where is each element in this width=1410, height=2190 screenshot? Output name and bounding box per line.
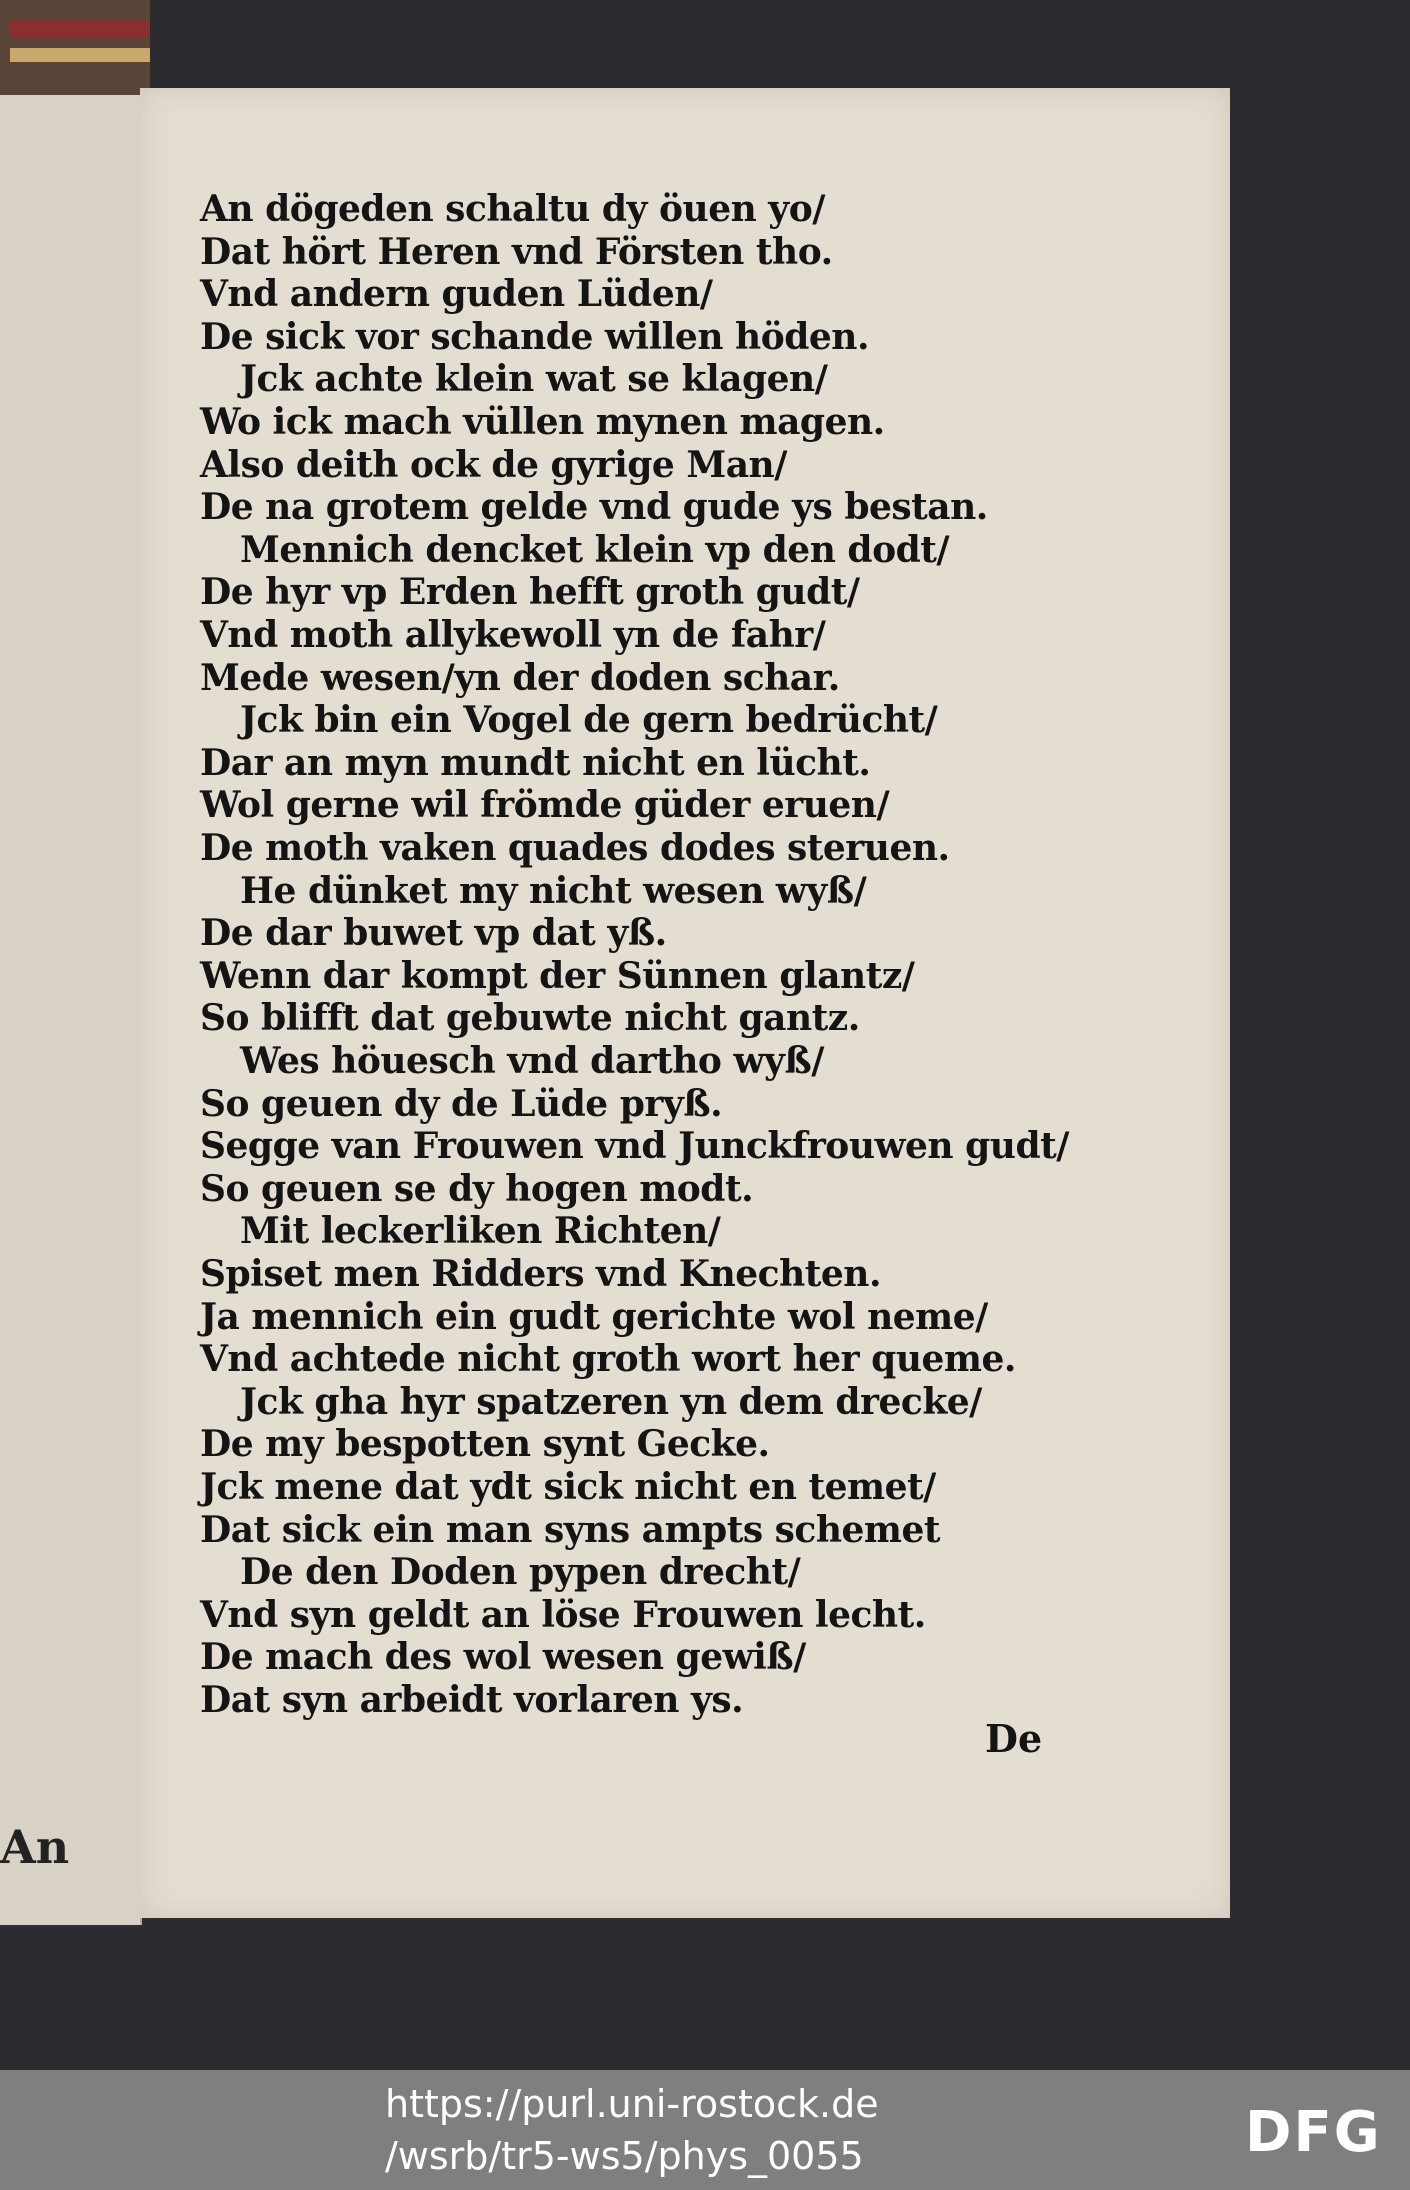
- spine-band: [10, 48, 150, 62]
- verse-line: Dat hört Heren vnd Försten tho.: [200, 230, 833, 273]
- verse-line: So blifft dat gebuwte nicht gantz.: [200, 997, 860, 1040]
- verse-line: Jck bin ein Vogel de gern bedrücht/: [240, 699, 938, 742]
- verse-line: Dar an myn mundt nicht en lücht.: [200, 741, 871, 784]
- verse-line: So geuen dy de Lüde pryß.: [200, 1082, 723, 1125]
- left-page: [0, 95, 142, 1925]
- verse-line: An dögeden schaltu dy öuen yo/: [200, 188, 825, 230]
- verse-line: Jck achte klein wat se klagen/: [240, 358, 828, 401]
- url-line-2[interactable]: /wsrb/tr5-ws5/phys_0055: [385, 2134, 864, 2178]
- verse-line: Mit leckerliken Richten/: [240, 1210, 721, 1253]
- verse-line: De dar buwet vp dat yß.: [200, 912, 667, 955]
- verse-line: Vnd moth allykewoll yn de fahr/: [200, 614, 826, 656]
- verse-line: Vnd achtede nicht groth wort her queme.: [200, 1338, 1016, 1381]
- verse-line: De moth vaken quades dodes steruen.: [200, 827, 950, 869]
- verse-line: Also deith ock de gyrige Man/: [200, 443, 787, 486]
- verse-line: Segge van Frouwen vnd Junckfrouwen gudt/: [200, 1125, 1069, 1168]
- book-spine-edge: [0, 0, 150, 100]
- verse-line: So geuen se dy hogen modt.: [200, 1167, 754, 1210]
- verse-line: Dat syn arbeidt vorlaren ys.: [200, 1679, 744, 1721]
- verse-line: Jck gha hyr spatzeren yn dem drecke/: [240, 1380, 982, 1423]
- verse-line: Mennich dencket klein vp den dodt/: [240, 528, 950, 571]
- verse-line: Ja mennich ein gudt gerichte wol neme/: [200, 1295, 988, 1338]
- spine-band: [10, 20, 150, 38]
- verse-line: Dat sick ein man syns ampts schemet: [200, 1508, 941, 1551]
- verse-line: Vnd andern guden Lüden/: [200, 273, 713, 316]
- verse-line: De na grotem gelde vnd gude ys bestan.: [200, 486, 988, 529]
- verse-line: De den Doden pypen drecht/: [240, 1551, 801, 1594]
- dfg-logo: DFG: [1245, 2100, 1382, 2165]
- book-page: [140, 88, 1230, 1918]
- footer-bar: [0, 2070, 1410, 2190]
- verse-line: Jck mene dat ydt sick nicht en temet/: [200, 1466, 936, 1508]
- verse-line: De hyr vp Erden hefft groth gudt/: [200, 571, 860, 614]
- verse-line: Spiset men Ridders vnd Knechten.: [200, 1253, 881, 1295]
- verse-line: Wes höuesch vnd dartho wyß/: [240, 1040, 824, 1082]
- verse-line: De mach des wol wesen gewiß/: [200, 1636, 806, 1679]
- verse-line: Vnd syn geldt an löse Frouwen lecht.: [200, 1593, 926, 1636]
- verse-line: Wol gerne wil frömde güder eruen/: [200, 784, 890, 827]
- left-page-catchword: An: [0, 1820, 70, 1874]
- verse-line: Wenn dar kompt der Sünnen glantz/: [200, 954, 915, 997]
- permalink[interactable]: [385, 2078, 879, 2182]
- catchword: De: [985, 1716, 1043, 1761]
- verse-line: He dünket my nicht wesen wyß/: [240, 869, 867, 912]
- verse-line: De my bespotten synt Gecke.: [200, 1423, 770, 1466]
- verse-line: De sick vor schande willen höden.: [200, 315, 869, 358]
- url-line-1[interactable]: https://purl.uni-rostock.de: [385, 2082, 879, 2126]
- verse-line: Mede wesen/yn der doden schar.: [200, 656, 840, 699]
- verse-line: Wo ick mach vüllen mynen magen.: [200, 401, 885, 443]
